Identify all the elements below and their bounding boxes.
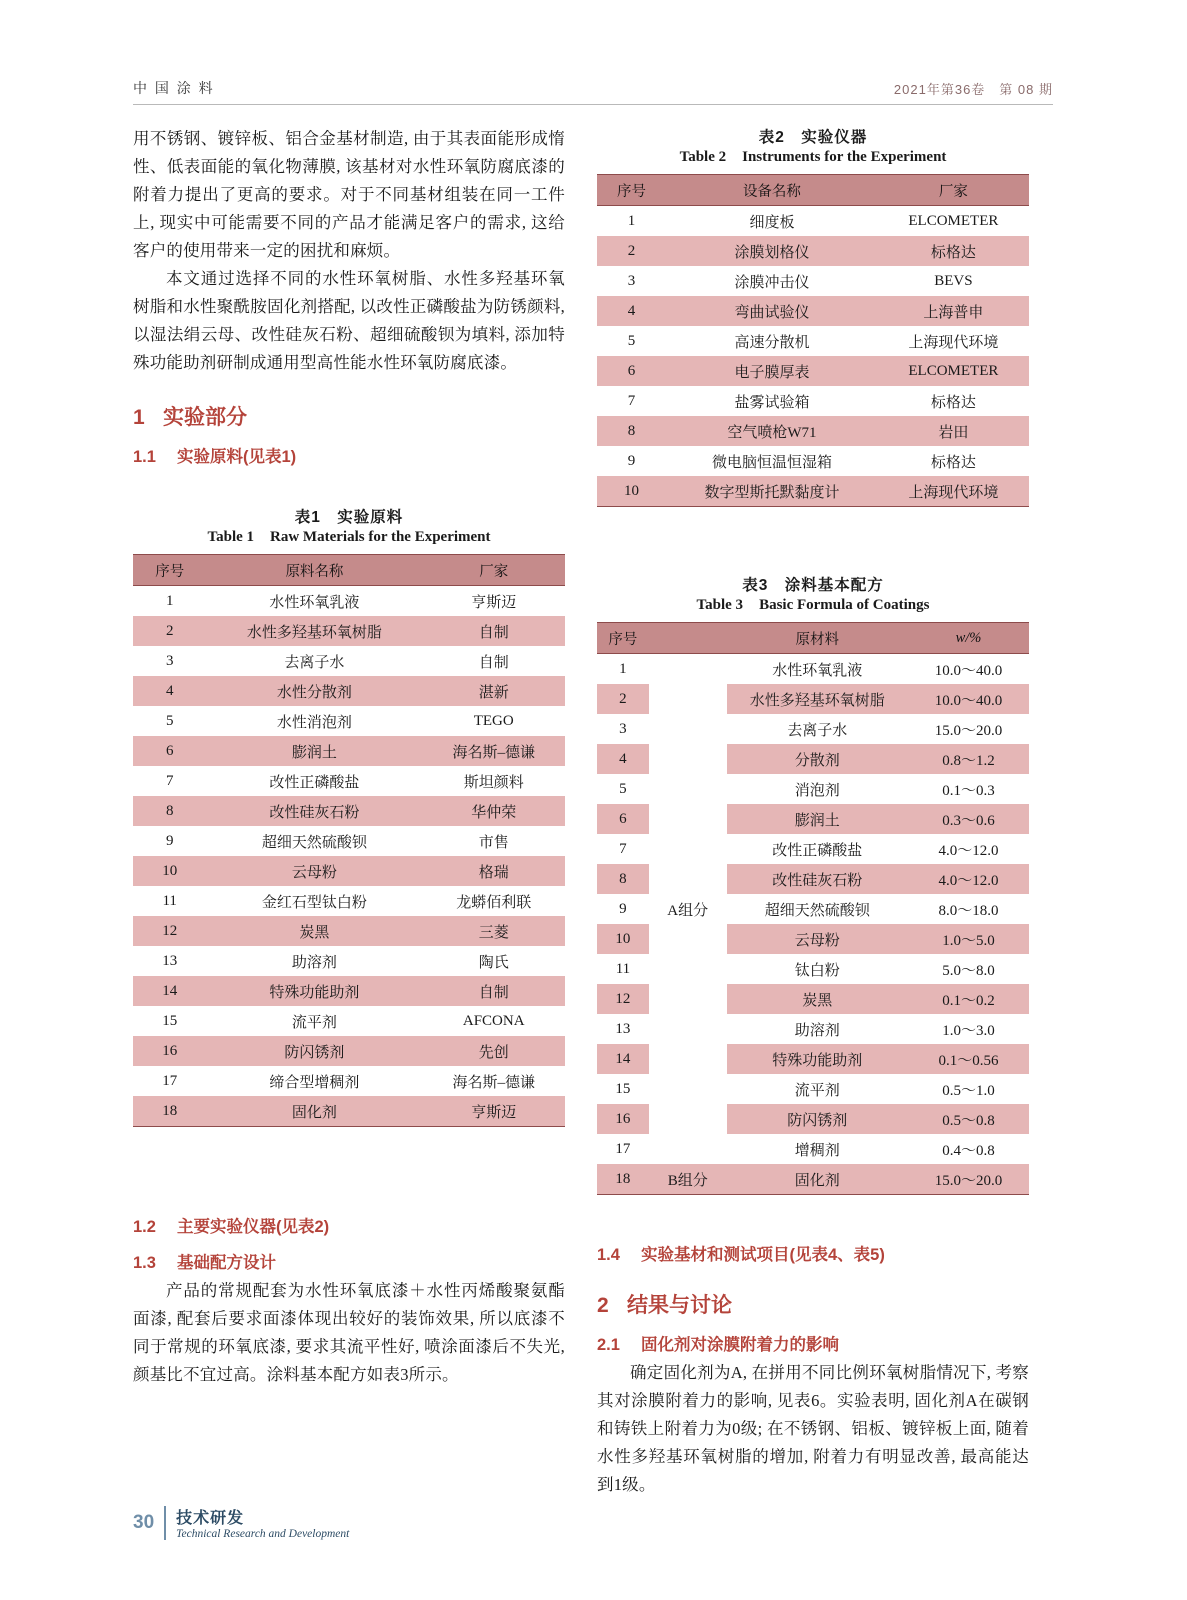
table-cell: 消泡剂 — [794, 782, 840, 799]
table-cell: 增稠剂 — [794, 1142, 840, 1159]
table-2-header-2: 厂家 — [878, 175, 1029, 206]
table-cell: 华仲荣 — [422, 796, 565, 826]
page-footer — [133, 1505, 349, 1540]
table-cell: 水性环氧乳液 — [772, 662, 863, 679]
table-cell: 市售 — [478, 834, 509, 851]
table-cell: 13 — [615, 1020, 631, 1037]
table-row — [133, 706, 565, 736]
table-cell: 10 — [597, 924, 649, 954]
table-cell: 4.0～12.0 — [938, 842, 999, 859]
table-row — [133, 946, 565, 976]
heading-text: 基础配方设计 — [177, 1254, 276, 1272]
footer-section-en: Technical Research and Development — [176, 1528, 350, 1540]
paragraph-3: 产品的常规配套为水性环氧底漆＋水性丙烯酸聚氨酯面漆, 配套后要求面漆体现出较好的装饰效果, 所以底漆不同于常规的环氧底漆, 要求其流平性好, 喷涂面漆后不失光, 颜基比不宜过高。涂料基本配方如表3所示。 — [133, 1281, 565, 1384]
table-cell: 17 — [615, 1140, 631, 1157]
table-row — [133, 736, 565, 766]
table-cell: ELCOMETER — [878, 356, 1029, 386]
heading-1-1-raw-materials — [133, 443, 565, 467]
table-cell: 炭黑 — [727, 984, 908, 1014]
table-1-body — [133, 586, 565, 1127]
table-cell: 细度板 — [749, 214, 795, 231]
table-cell: 18 — [133, 1096, 206, 1127]
table-cell: 斯坦颜料 — [463, 774, 524, 791]
journal-name: 中 国 涂 料 — [133, 80, 215, 96]
table-2-header-0: 序号 — [597, 175, 666, 206]
table-cell: 1.0～5.0 — [908, 924, 1029, 954]
table-instruments — [597, 174, 1029, 507]
table-cell: 膨润土 — [727, 804, 908, 834]
table-cell: 2 — [597, 684, 649, 714]
heading-1-2-instruments — [133, 1213, 565, 1237]
table-cell: 金红石型钛白粉 — [261, 894, 367, 911]
table-cell: 空气喷枪W71 — [666, 416, 878, 446]
table-row — [597, 1164, 1029, 1195]
table-cell: 标格达 — [930, 454, 976, 471]
table-cell: 改性硅灰石粉 — [727, 864, 908, 894]
table-2-body — [597, 206, 1029, 507]
table-cell: 改性硅灰石粉 — [206, 796, 422, 826]
table-cell: 16 — [597, 1104, 649, 1134]
table-2-title-en — [597, 149, 1029, 166]
paragraph-2: 本文通过选择不同的水性环氧树脂、水性多羟基环氧树脂和水性聚酰胺固化剂搭配, 以改性正磷酸盐为防锈颜料, 以湿法绢云母、改性硅灰石粉、超细硫酸钡为填料, 添加特殊功能助剂研制成通用型高性能水性环氧防腐底漆。 — [133, 269, 565, 372]
table-cell: 盐雾试验箱 — [734, 394, 810, 411]
table-row — [133, 586, 565, 617]
table-row — [133, 646, 565, 676]
table-cell: 5 — [619, 780, 627, 797]
table-cell: 14 — [597, 1044, 649, 1074]
page-header — [133, 78, 1053, 105]
table-cell: 微电脑恒温恒湿箱 — [711, 454, 832, 471]
table-header-row — [597, 175, 1029, 206]
table-cell: 改性正磷酸盐 — [772, 842, 863, 859]
table-cell: 8 — [597, 416, 666, 446]
table-cell: 8 — [133, 796, 206, 826]
table-cell: 7 — [165, 772, 174, 789]
table-cell: 6 — [133, 736, 206, 766]
table-cell: TEGO — [473, 712, 514, 729]
table-cell: 自制 — [422, 616, 565, 646]
table-cell: 助溶剂 — [794, 1022, 840, 1039]
table-cell: 改性正磷酸盐 — [269, 774, 360, 791]
paragraph-right-1: 确定固化剂为A, 在拼用不同比例环氧树脂情况下, 考察其对涂膜附着力的影响, 见表6。实验表明, 固化剂A在碳钢和铸铁上附着力为0级; 在不锈钢、铝板、镀锌板上面, 随着水性多羟基环氧树脂的增加, 附着力有明显改善, 最高能达到1级。 — [597, 1363, 1029, 1494]
footer-section-cn: 技术研发 — [176, 1510, 245, 1527]
table-cell: 防闪锈剂 — [206, 1036, 422, 1066]
table-cell: 10 — [597, 476, 666, 507]
table-row — [597, 446, 1029, 476]
table-cell: 涂膜冲击仪 — [734, 274, 810, 291]
table-1-title-en — [133, 529, 565, 546]
table-group-b: B组分 — [649, 1164, 727, 1195]
table-1-caption-en: Raw Materials for the Experiment — [270, 529, 491, 545]
table-cell: 15.0～20.0 — [908, 1164, 1029, 1195]
table-cell: 助溶剂 — [291, 954, 337, 971]
table-cell: 9 — [165, 832, 174, 849]
table-cell: 海名斯–德谦 — [422, 736, 565, 766]
table-cell: 5 — [165, 712, 174, 729]
footer-divider — [164, 1506, 166, 1540]
table-cell: BEVS — [934, 272, 973, 289]
table-cell: 特殊功能助剂 — [727, 1044, 908, 1074]
table-cell: 15 — [615, 1080, 631, 1097]
heading-2-results — [597, 1289, 1029, 1319]
table-cell: 涂膜划格仪 — [666, 236, 878, 266]
table-header-row — [597, 623, 1029, 654]
table-cell: 去离子水 — [284, 654, 345, 671]
issue-info: 2021年第36卷 第 08 期 — [893, 82, 1053, 97]
table-cell: 先创 — [422, 1036, 565, 1066]
table-row — [133, 976, 565, 1006]
table-cell: AFCONA — [462, 1012, 525, 1029]
table-cell: 3 — [165, 652, 174, 669]
table-cell: 数字型斯托默黏度计 — [666, 476, 878, 507]
heading-number: 1.3 — [133, 1254, 156, 1272]
table-cell: 12 — [133, 916, 206, 946]
table-cell: 海名斯–德谦 — [452, 1074, 535, 1091]
table-1-block — [133, 505, 565, 1127]
table-cell: 水性环氧乳液 — [269, 594, 360, 611]
table-3-header-1 — [649, 623, 727, 654]
table-2-label: Table 2 — [679, 149, 727, 165]
table-cell: 3 — [627, 272, 636, 289]
table-cell: 2 — [133, 616, 206, 646]
table-row — [133, 1036, 565, 1066]
table-cell: 4 — [133, 676, 206, 706]
table-row — [597, 356, 1029, 386]
table-cell: 11 — [162, 892, 177, 909]
table-cell: 1.0～3.0 — [942, 1022, 995, 1039]
table-row — [133, 616, 565, 646]
table-row — [597, 386, 1029, 416]
table-cell: 15 — [162, 1012, 178, 1029]
table-row — [597, 266, 1029, 296]
table-cell: 6 — [597, 356, 666, 386]
table-row — [597, 416, 1029, 446]
table-cell: 1 — [165, 592, 174, 609]
table-cell: 超细天然硫酸钡 — [764, 902, 870, 919]
heading-1-3-formula-design — [133, 1249, 565, 1273]
heading-number: 2 — [597, 1294, 609, 1317]
table-cell: 5.0～8.0 — [942, 962, 995, 979]
table-cell: 云母粉 — [206, 856, 422, 886]
table-1-header-2: 厂家 — [422, 555, 565, 586]
table-cell: 0.5～0.8 — [908, 1104, 1029, 1134]
table-row — [133, 796, 565, 826]
table-cell: 11 — [615, 960, 631, 977]
table-cell: 4 — [597, 744, 649, 774]
table-cell: 0.8～1.2 — [908, 744, 1029, 774]
table-3-header-2: 原材料 — [727, 623, 908, 654]
table-3-title-en — [597, 597, 1029, 614]
table-cell: 亨斯迈 — [471, 594, 517, 611]
table-cell: 自制 — [422, 976, 565, 1006]
table-cell: 3 — [619, 720, 627, 737]
table-cell: 标格达 — [930, 394, 976, 411]
table-3-header-3: w/% — [908, 623, 1029, 654]
table-row — [597, 206, 1029, 237]
table-cell: 17 — [162, 1072, 178, 1089]
table-cell: 流平剂 — [794, 1082, 840, 1099]
table-cell: 电子膜厚表 — [666, 356, 878, 386]
table-cell: 7 — [619, 840, 627, 857]
table-cell: 水性分散剂 — [206, 676, 422, 706]
table-cell: 8 — [597, 864, 649, 894]
table-row — [133, 886, 565, 916]
table-cell: 6 — [597, 804, 649, 834]
table-cell: 云母粉 — [727, 924, 908, 954]
table-cell: 格瑞 — [422, 856, 565, 886]
table-cell: 0.5～1.0 — [942, 1082, 995, 1099]
heading-1-experiment — [133, 401, 565, 431]
table-cell: 上海现代环境 — [908, 334, 999, 351]
table-cell: 特殊功能助剂 — [206, 976, 422, 1006]
table-row — [597, 326, 1029, 356]
heading-text: 主要实验仪器(见表2) — [177, 1218, 330, 1236]
table-3-header-0: 序号 — [597, 623, 649, 654]
table-cell: 0.3～0.6 — [908, 804, 1029, 834]
table-row — [133, 1066, 565, 1096]
table-cell: 1 — [619, 660, 627, 677]
table-1-header-0: 序号 — [133, 555, 206, 586]
table-cell: 5 — [627, 332, 636, 349]
heading-text: 实验部分 — [163, 406, 247, 429]
table-2-header-1: 设备名称 — [666, 175, 878, 206]
table-cell: 水性多羟基环氧树脂 — [727, 684, 908, 714]
table-3-title-cn: 表3 涂料基本配方 — [742, 577, 884, 594]
table-row — [133, 676, 565, 706]
table-cell: 9 — [627, 452, 636, 469]
table-cell: 2 — [597, 236, 666, 266]
table-cell: 膨润土 — [206, 736, 422, 766]
table-cell: 高速分散机 — [734, 334, 810, 351]
table-cell: 12 — [597, 984, 649, 1014]
table-row — [597, 476, 1029, 507]
table-3-block — [597, 573, 1029, 1195]
heading-text: 固化剂对涂膜附着力的影响 — [641, 1336, 839, 1354]
table-row — [133, 1096, 565, 1127]
table-3-label: Table 3 — [696, 597, 744, 613]
table-row — [597, 236, 1029, 266]
table-row — [133, 1006, 565, 1036]
table-row — [133, 826, 565, 856]
table-cell: 流平剂 — [291, 1014, 337, 1031]
table-cell: 分散剂 — [727, 744, 908, 774]
table-3-body — [597, 654, 1029, 1195]
heading-number: 2.1 — [597, 1336, 620, 1354]
table-cell: 0.1～0.2 — [908, 984, 1029, 1014]
table-cell: 7 — [627, 392, 636, 409]
table-group-a: A组分 — [667, 902, 709, 919]
table-cell: 去离子水 — [787, 722, 848, 739]
table-cell: 湛新 — [422, 676, 565, 706]
table-raw-materials — [133, 554, 565, 1127]
heading-text: 实验原料(见表1) — [177, 448, 297, 466]
table-1-label: Table 1 — [207, 529, 255, 545]
table-cell: 上海普申 — [878, 296, 1029, 326]
table-cell: 14 — [133, 976, 206, 1006]
heading-number: 1.1 — [133, 448, 156, 466]
table-1-header-1: 原料名称 — [206, 555, 422, 586]
table-2-caption-en: Instruments for the Experiment — [742, 149, 947, 165]
table-cell: 4 — [597, 296, 666, 326]
table-cell: 标格达 — [878, 236, 1029, 266]
table-row — [133, 856, 565, 886]
table-2-block — [597, 125, 1029, 507]
table-cell: 超细天然硫酸钡 — [261, 834, 367, 851]
table-cell: 固化剂 — [206, 1096, 422, 1127]
heading-text: 结果与讨论 — [627, 1294, 732, 1317]
table-cell: 1 — [627, 212, 636, 229]
heading-2-1-curing-agent — [597, 1331, 1029, 1355]
table-cell: 15.0～20.0 — [934, 722, 1003, 739]
table-cell: 9 — [619, 900, 627, 917]
right-column — [597, 125, 1029, 1499]
table-cell: 10.0～40.0 — [934, 662, 1003, 679]
table-cell: 18 — [597, 1164, 649, 1195]
table-cell: 缔合型增稠剂 — [269, 1074, 360, 1091]
table-cell: 水性多羟基环氧树脂 — [206, 616, 422, 646]
heading-number: 1 — [133, 406, 145, 429]
table-3-caption-en: Basic Formula of Coatings — [759, 597, 930, 613]
table-cell: 水性消泡剂 — [276, 714, 352, 731]
table-row — [133, 916, 565, 946]
table-cell: ELCOMETER — [908, 212, 999, 229]
heading-text: 实验基材和测试项目(见表4、表5) — [641, 1246, 885, 1264]
table-2-title-cn: 表2 实验仪器 — [758, 129, 868, 146]
left-column — [133, 125, 565, 1389]
table-1-title-cn: 表1 实验原料 — [294, 509, 404, 526]
table-cell: 16 — [133, 1036, 206, 1066]
table-cell: 10.0～40.0 — [908, 684, 1029, 714]
table-cell: 10 — [133, 856, 206, 886]
table-cell: 防闪锈剂 — [727, 1104, 908, 1134]
table-cell: 4.0～12.0 — [908, 864, 1029, 894]
table-cell: 13 — [162, 952, 178, 969]
page-number: 30 — [133, 1511, 155, 1533]
heading-1-4-substrate-tests — [597, 1241, 1029, 1265]
table-cell: 亨斯迈 — [422, 1096, 565, 1127]
table-cell: 弯曲试验仪 — [666, 296, 878, 326]
table-cell: 固化剂 — [727, 1164, 908, 1195]
table-cell: 岩田 — [878, 416, 1029, 446]
table-cell: 8.0～18.0 — [938, 902, 999, 919]
table-cell: 0.1～0.3 — [942, 782, 995, 799]
heading-number: 1.2 — [133, 1218, 156, 1236]
table-cell: 0.1～0.56 — [908, 1044, 1029, 1074]
table-row — [597, 654, 1029, 685]
table-cell: 上海现代环境 — [878, 476, 1029, 507]
table-cell: 炭黑 — [206, 916, 422, 946]
table-cell: 0.4～0.8 — [942, 1142, 995, 1159]
table-basic-formula — [597, 622, 1029, 1195]
table-cell: 钛白粉 — [794, 962, 840, 979]
table-row — [597, 296, 1029, 326]
table-cell: 三菱 — [422, 916, 565, 946]
table-cell: 龙蟒佰利联 — [456, 894, 532, 911]
table-header-row — [133, 555, 565, 586]
table-cell: 自制 — [478, 654, 509, 671]
heading-number: 1.4 — [597, 1246, 620, 1264]
table-cell: 陶氏 — [478, 954, 509, 971]
paragraph-1: 用不锈钢、镀锌板、铝合金基材制造, 由于其表面能形成惰性、低表面能的氧化物薄膜, 该基材对水性环氧防腐底漆的附着力提出了更高的要求。对于不同基材组装在同一工件上, 现实中可能需要不同的产品才能满足客户的需求, 这给客户的使用带来一定的困扰和麻烦。 — [133, 129, 565, 260]
table-row — [133, 766, 565, 796]
